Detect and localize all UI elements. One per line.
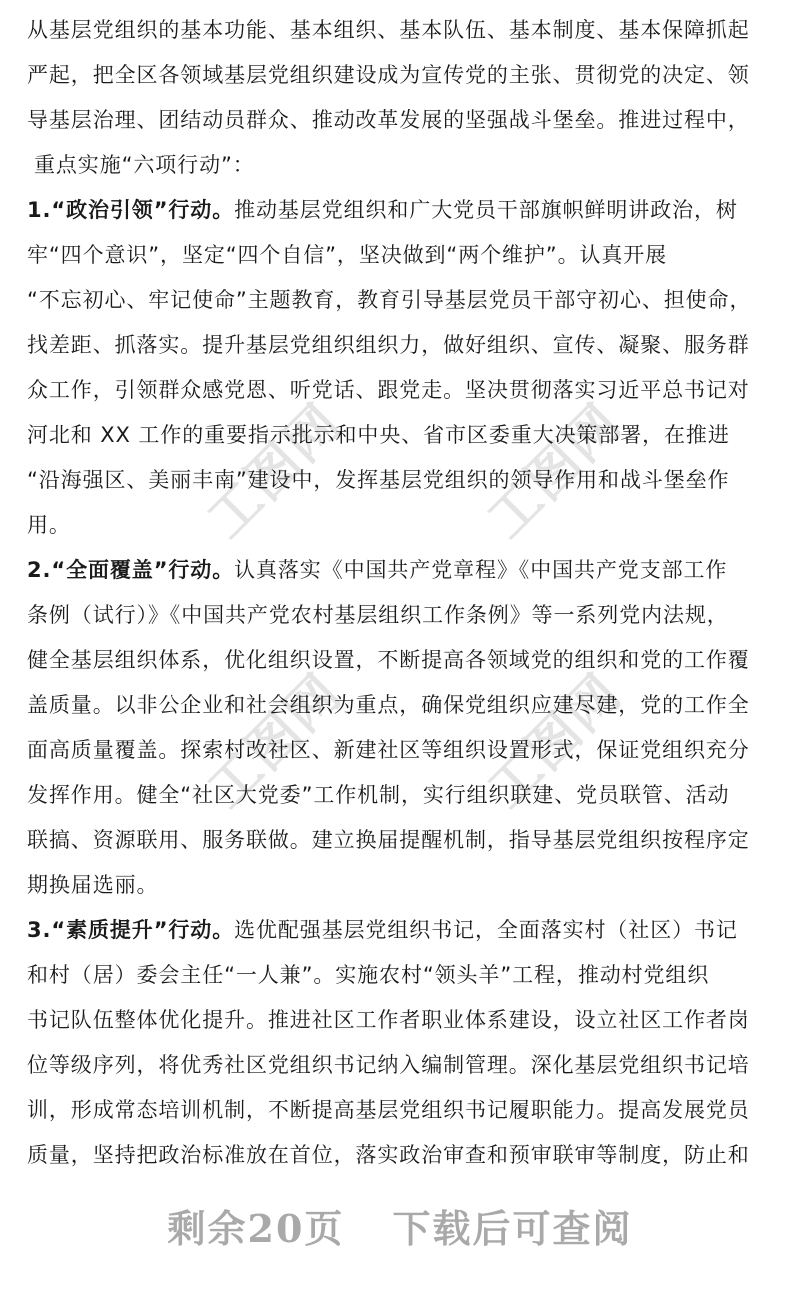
section-2-line: 面高质量覆盖。探索村改社区、新建社区等组织设置形式，保证党组织充分: [27, 738, 750, 762]
section-1-line: 找差距、抓落实。提升基层党组织组织力，做好组织、宣传、凝聚、服务群: [27, 333, 750, 357]
section-1-line: “沿海强区、美丽丰南”建设中，发挥基层党组织的领导作用和战斗堡垒作: [27, 468, 730, 492]
section-1-line: 河北和 XX 工作的重要指示批示和中央、省市区委重大决策部署，在推进: [27, 423, 730, 447]
watermark: 工图网: [196, 662, 354, 820]
download-to-view-text: 下载后可查阅: [392, 1206, 633, 1251]
section-1-title: 1.“政治引领”行动。: [27, 198, 235, 222]
section-1-line: 用。: [27, 513, 71, 537]
watermark: 工图网: [196, 392, 354, 550]
section-2-line: 盖质量。以非公企业和社会组织为重点，确保党组织应建尽建，党的工作全: [27, 693, 750, 717]
section-3-line: 书记队伍整体优化提升。推进社区工作者职业体系建设，设立社区工作者岗: [27, 1008, 750, 1032]
watermark: 工图网: [476, 392, 634, 550]
section-1-line: “不忘初心、牢记使命”主题教育，教育引导基层党员干部守初心、担使命，: [27, 288, 752, 312]
section-3-line: 质量，坚持把政治标准放在首位，落实政治审查和预审联审等制度，防止和: [27, 1143, 750, 1167]
section-2-line: 期换届选丽。: [27, 873, 159, 897]
section-2-line: 条例（试行）》《中国共产党农村基层组织工作条例》等一系列党内法规，: [27, 603, 729, 627]
remaining-pages-text: 剩余20页: [167, 1206, 345, 1251]
intro-line: 导基层治理、团结动员群众、推动改革发展的坚强战斗堡垒。推进过程中，: [27, 108, 750, 132]
section-2-text: 认真落实《中国共产党章程》《中国共产党支部工作: [234, 558, 728, 582]
section-3-title: 3.“素质提升”行动。: [27, 918, 235, 942]
section-2-line: 联搞、资源联用、服务联做。建立换届提醒机制，指导基层党组织按程序定: [27, 828, 750, 852]
section-1-first-line: [27, 192, 738, 228]
intro-line: 重点实施“六项行动”：: [34, 153, 255, 177]
section-3-first-line: [27, 912, 738, 948]
section-3-line: 位等级序列，将优秀社区党组织书记纳入编制管理。深化基层党组织书记培: [27, 1053, 750, 1077]
section-3-line: 训，形成常态培训机制，不断提高基层党组织书记履职能力。提高发展党员: [27, 1098, 750, 1122]
section-3-line: 和村（居）委会主任“一人兼”。实施农村“领头羊”工程，推动村党组织: [27, 963, 710, 987]
section-2-title: 2.“全面覆盖”行动。: [27, 558, 235, 582]
section-1-line: 牢“四个意识”，坚定“四个自信”，坚决做到“两个维护”。认真开展: [27, 243, 668, 267]
intro-line: 从基层党组织的基本功能、基本组织、基本队伍、基本制度、基本保障抓起: [27, 18, 750, 42]
section-1-line: 众工作，引领群众感党恩、听党话、跟党走。坚决贯彻落实习近平总书记对: [27, 378, 750, 402]
section-2-first-line: [27, 552, 727, 588]
intro-line: 严起，把全区各领域基层党组织建设成为宣传党的主张、贯彻党的决定、领: [27, 63, 750, 87]
section-2-line: 健全基层组织体系，优化组织设置，不断提高各领域党的组织和党的工作覆: [27, 648, 750, 672]
watermark: 工图网: [476, 662, 634, 820]
section-3-text: 选优配强基层党组织书记，全面落实村（社区）书记: [234, 918, 738, 942]
section-1-text: 推动基层党组织和广大党员干部旗帜鲜明讲政治，树: [234, 198, 738, 222]
remaining-pages-notice[interactable]: [0, 1198, 800, 1253]
section-2-line: 发挥作用。健全“社区大党委”工作机制，实行组织联建、党员联管、活动: [27, 783, 730, 807]
